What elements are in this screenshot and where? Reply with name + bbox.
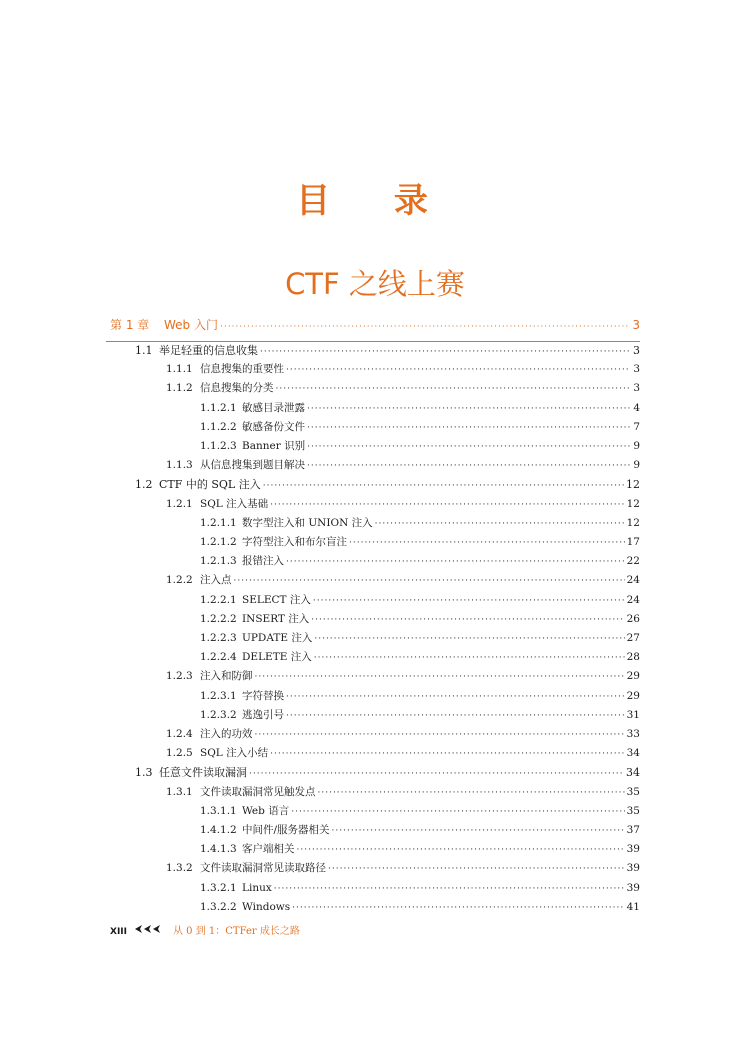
toc-entry[interactable] bbox=[200, 437, 640, 456]
dot-leader bbox=[286, 707, 625, 726]
toc-entry[interactable] bbox=[166, 571, 640, 590]
toc-entry-page: 34 bbox=[626, 766, 640, 780]
toc-entry-label: DELETE 注入 bbox=[242, 651, 312, 664]
toc-entry[interactable] bbox=[166, 360, 640, 379]
toc-entry[interactable] bbox=[166, 783, 640, 802]
toc-entry-number: 1.2.2.2 bbox=[200, 612, 237, 625]
toc-entry[interactable] bbox=[200, 821, 640, 840]
dot-leader bbox=[270, 745, 625, 764]
toc-entry[interactable] bbox=[166, 859, 640, 878]
toc-entry-number: 1.1 bbox=[135, 344, 153, 357]
toc-entry[interactable] bbox=[135, 763, 640, 782]
toc-entry[interactable] bbox=[200, 399, 640, 418]
dot-leader bbox=[270, 496, 625, 515]
toc-entry-page: 35 bbox=[626, 804, 640, 817]
toc-entry-page: 26 bbox=[626, 612, 640, 625]
toc-entry-page: 17 bbox=[626, 536, 640, 548]
toc-entry-number: 1.3.2.2 bbox=[200, 900, 237, 913]
toc-entry-number: 1.3.2 bbox=[166, 862, 193, 875]
toc-entry[interactable] bbox=[200, 610, 640, 629]
toc-entry-number: 1.4.1.3 bbox=[200, 843, 237, 856]
toc-entry-number: 1.2.3.2 bbox=[200, 708, 237, 721]
toc-entry[interactable] bbox=[200, 802, 640, 821]
toc-entry-label: 数字型注入和 UNION 注入 bbox=[242, 516, 373, 529]
chapter-page: 3 bbox=[632, 318, 640, 332]
toc-entry[interactable] bbox=[200, 879, 640, 898]
toc-entry-page: 29 bbox=[626, 670, 640, 683]
toc-entry-label: 逃逸引号 bbox=[242, 708, 284, 721]
dot-leader bbox=[307, 400, 630, 419]
toc-entry-label: 文件读取漏洞常见触发点 bbox=[200, 785, 316, 798]
toc-entry-page: 27 bbox=[626, 632, 640, 644]
toc-entry-label: Banner 识别 bbox=[242, 440, 306, 452]
toc-entry-label: 客户端相关 bbox=[242, 843, 295, 856]
toc-entry[interactable] bbox=[135, 341, 640, 360]
toc-entry-page: 35 bbox=[626, 785, 640, 798]
toc-entry-number: 1.2.1.1 bbox=[200, 516, 237, 529]
toc-entry-number: 1.3 bbox=[135, 766, 153, 780]
toc-entry-number: 1.1.2.3 bbox=[200, 440, 237, 452]
toc-entry-label: Web 语言 bbox=[242, 804, 290, 817]
toc-entry-label: 字符型注入和布尔盲注 bbox=[242, 536, 347, 548]
dot-leader bbox=[234, 572, 625, 591]
dot-leader bbox=[313, 592, 625, 611]
toc-entry-page: 39 bbox=[626, 881, 640, 894]
toc-entry[interactable] bbox=[135, 475, 640, 494]
toc-entry-label: 举足轻重的信息收集 bbox=[159, 344, 258, 357]
toc-entry[interactable] bbox=[200, 514, 640, 533]
toc-entry[interactable] bbox=[200, 418, 640, 437]
toc-entry[interactable] bbox=[166, 744, 640, 763]
toc-entry-label: 字符替换 bbox=[242, 689, 284, 702]
toc-entry[interactable] bbox=[200, 552, 640, 571]
toc-entry[interactable] bbox=[200, 591, 640, 610]
toc-entry-page: 39 bbox=[626, 843, 640, 856]
toc-entry-number: 1.1.2.2 bbox=[200, 420, 237, 433]
toc-entry-label: UPDATE 注入 bbox=[242, 632, 313, 644]
toc-entry-label: SELECT 注入 bbox=[242, 593, 311, 606]
toc-entry[interactable] bbox=[200, 706, 640, 725]
dot-leader bbox=[349, 534, 625, 553]
toc-entry-label: SQL 注入小结 bbox=[200, 747, 269, 760]
dot-leader bbox=[297, 841, 625, 860]
toc-entry-number: 1.1.3 bbox=[166, 459, 193, 472]
toc-entry-page: 22 bbox=[626, 555, 640, 568]
toc-entry[interactable] bbox=[166, 379, 640, 398]
toc-entry-number: 1.2.1 bbox=[166, 497, 193, 510]
toc-entry-page: 24 bbox=[626, 593, 640, 606]
toc-entry[interactable] bbox=[200, 648, 640, 667]
dot-leader bbox=[307, 419, 630, 438]
dot-leader bbox=[255, 726, 625, 745]
toc-entry-number: 1.2.1.3 bbox=[200, 555, 237, 568]
dot-leader bbox=[274, 880, 625, 899]
dot-leader bbox=[292, 899, 624, 918]
dot-leader bbox=[286, 361, 630, 380]
part-title: CTF 之线上赛 bbox=[285, 267, 465, 301]
toc-entry-number: 1.1.2 bbox=[166, 382, 193, 395]
dot-leader bbox=[276, 380, 631, 399]
toc-entry-label: Windows bbox=[242, 900, 291, 913]
toc-entry-page: 3 bbox=[633, 344, 640, 357]
toc-entry-number: 1.3.1.1 bbox=[200, 804, 237, 817]
toc-entry-page: 41 bbox=[626, 900, 640, 913]
toc-entry-number: 1.3.1 bbox=[166, 785, 193, 798]
toc-entry-number: 1.1.1 bbox=[166, 363, 193, 376]
toc-entry-page: 39 bbox=[626, 862, 640, 875]
dot-leader bbox=[249, 765, 624, 784]
toc-entry-number: 1.2.2.4 bbox=[200, 651, 237, 664]
toc-entry-page: 31 bbox=[626, 708, 640, 721]
toc-entry-label: 任意文件读取漏洞 bbox=[159, 766, 247, 780]
toc-entry-label: 从信息搜集到题目解决 bbox=[200, 459, 305, 472]
toc-entry-label: 报错注入 bbox=[242, 555, 284, 568]
toc-entry[interactable] bbox=[200, 840, 640, 859]
dot-leader bbox=[307, 438, 630, 457]
toc-entry-page: 7 bbox=[633, 420, 640, 433]
toc-entry-number: 1.2.2 bbox=[166, 574, 193, 587]
toc-entry-page: 24 bbox=[626, 574, 640, 587]
dot-leader bbox=[220, 318, 630, 337]
toc-entry-page: 9 bbox=[633, 440, 640, 452]
toc-entry-number: 1.2.4 bbox=[166, 728, 193, 740]
page-folio: XIII bbox=[110, 926, 127, 937]
toc-entry-page: 3 bbox=[633, 382, 640, 395]
page-footer bbox=[110, 924, 300, 939]
back-arrows-icon bbox=[133, 924, 163, 939]
dot-leader bbox=[375, 515, 625, 534]
toc-entry[interactable] bbox=[166, 456, 640, 475]
toc-entry-label: Linux bbox=[242, 881, 272, 894]
toc-entry[interactable] bbox=[200, 687, 640, 706]
dot-leader bbox=[332, 822, 625, 841]
dot-leader bbox=[263, 477, 624, 496]
dot-leader bbox=[314, 649, 625, 668]
dot-leader bbox=[255, 668, 625, 687]
toc-entry-number: 1.4.1.2 bbox=[200, 824, 237, 836]
dot-leader bbox=[318, 784, 625, 803]
toc-heading: 目 录 bbox=[296, 181, 454, 221]
toc-entry[interactable] bbox=[166, 725, 640, 744]
toc-entry-page: 4 bbox=[633, 401, 640, 414]
chapter-number: 第 1 章 bbox=[110, 318, 150, 332]
toc-entry-number: 1.2.2.1 bbox=[200, 593, 237, 606]
toc-entry-number: 1.2.2.3 bbox=[200, 632, 237, 644]
toc-entry-label: CTF 中的 SQL 注入 bbox=[159, 478, 261, 492]
book-title: 从 0 到 1：CTFer 成长之路 bbox=[173, 925, 300, 937]
toc-entry-label: 中间件/服务器相关 bbox=[242, 824, 330, 836]
toc-entry-label: 敏感目录泄露 bbox=[242, 401, 305, 414]
toc-entry-number: 1.2.3.1 bbox=[200, 689, 237, 702]
toc-entry-label: 信息搜集的重要性 bbox=[200, 363, 284, 376]
toc-entry-page: 12 bbox=[626, 497, 640, 510]
chapter-label: Web 入门 bbox=[164, 318, 218, 332]
toc-entry-page: 37 bbox=[626, 824, 640, 836]
toc-entry-page: 34 bbox=[626, 747, 640, 760]
toc-entry[interactable] bbox=[166, 495, 640, 514]
dot-leader bbox=[307, 457, 630, 476]
toc-entry-page: 3 bbox=[633, 363, 640, 376]
toc-entry-label: 信息搜集的分类 bbox=[200, 382, 274, 395]
toc-entry-page: 12 bbox=[626, 516, 640, 529]
toc-entry-page: 33 bbox=[626, 728, 640, 740]
toc-entry-label: 注入的功效 bbox=[200, 728, 253, 740]
toc-entry[interactable] bbox=[200, 533, 640, 552]
dot-leader bbox=[260, 343, 630, 362]
dot-leader bbox=[291, 803, 624, 822]
toc-entry-number: 1.2.3 bbox=[166, 670, 193, 683]
toc-entry-number: 1.3.2.1 bbox=[200, 881, 237, 894]
toc-entry-page: 9 bbox=[633, 459, 640, 472]
toc-entry-page: 12 bbox=[626, 478, 640, 492]
toc-entry[interactable] bbox=[166, 667, 640, 686]
dot-leader bbox=[328, 860, 625, 879]
toc-entry-number: 1.2.1.2 bbox=[200, 536, 237, 548]
toc-entry-label: 注入和防御 bbox=[200, 670, 253, 683]
toc-entry-label: SQL 注入基础 bbox=[200, 497, 269, 510]
toc-entry[interactable] bbox=[200, 629, 640, 648]
toc-entry-number: 1.2.5 bbox=[166, 747, 193, 760]
toc-chapter-entry[interactable] bbox=[110, 316, 640, 335]
toc-entry-number: 1.2 bbox=[135, 478, 153, 492]
toc-entry-label: INSERT 注入 bbox=[242, 612, 310, 625]
dot-leader bbox=[314, 630, 624, 649]
dot-leader bbox=[311, 611, 624, 630]
toc-entry[interactable] bbox=[200, 898, 640, 917]
toc-entry-label: 敏感备份文件 bbox=[242, 420, 305, 433]
toc-entry-page: 29 bbox=[626, 689, 640, 702]
toc-entry-label: 文件读取漏洞常见读取路径 bbox=[200, 862, 326, 875]
toc-entry-label: 注入点 bbox=[200, 574, 232, 587]
dot-leader bbox=[286, 553, 625, 572]
dot-leader bbox=[286, 688, 625, 707]
toc-entry-page: 28 bbox=[626, 651, 640, 664]
toc-entry-number: 1.1.2.1 bbox=[200, 401, 237, 414]
